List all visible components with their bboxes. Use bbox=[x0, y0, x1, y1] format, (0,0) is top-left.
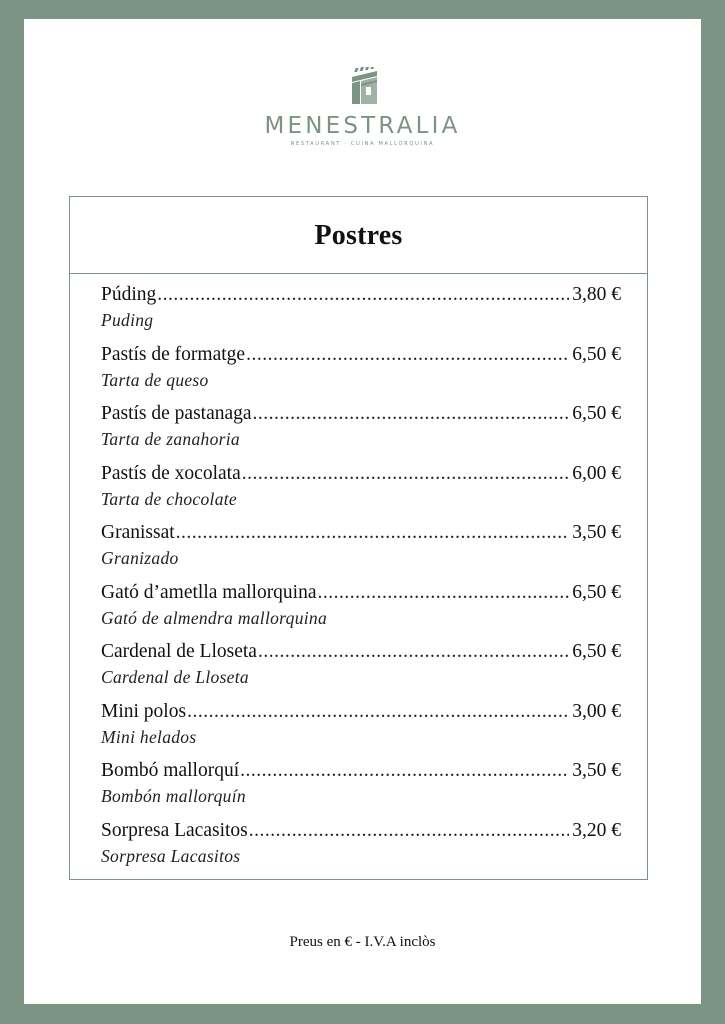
brand-tagline: RESTAURANT · CUINA MALLORQUINA bbox=[290, 141, 435, 147]
brand-name: MENESTRALIA bbox=[264, 113, 461, 139]
price-note: Preus en € - I.V.A inclòs bbox=[289, 934, 436, 950]
item-price: 6,50 € bbox=[572, 581, 621, 603]
item-price: 6,00 € bbox=[572, 462, 621, 484]
menu-item-list bbox=[101, 282, 621, 877]
item-name: Bombó mallorquí bbox=[101, 760, 240, 781]
dot-leader bbox=[240, 758, 569, 784]
dot-leader bbox=[242, 461, 570, 487]
item-subtitle: Cardenal de Lloseta bbox=[101, 667, 249, 687]
item-subtitle: Granizado bbox=[101, 548, 179, 568]
item-name: Gató d’ametlla mallorquina bbox=[101, 581, 317, 603]
item-subtitle: Puding bbox=[101, 310, 154, 330]
item-subtitle: Tarta de queso bbox=[101, 369, 209, 390]
item-subtitle: Tarta de chocolate bbox=[101, 488, 237, 509]
item-name: Granissat bbox=[101, 522, 175, 543]
menu-item bbox=[101, 461, 621, 521]
dot-leader bbox=[246, 342, 569, 368]
item-subtitle: Sorpresa Lacasitos bbox=[101, 845, 241, 866]
item-name: Pastís de pastanaga bbox=[101, 403, 252, 424]
item-name: Pastís de formatge bbox=[101, 343, 246, 365]
dessert-menu-card bbox=[69, 196, 648, 880]
dot-leader bbox=[249, 818, 570, 844]
item-price: 6,50 € bbox=[572, 403, 621, 424]
item-name: Sorpresa Lacasitos bbox=[101, 819, 248, 841]
menu-item bbox=[101, 520, 621, 580]
castle-tower-icon bbox=[343, 67, 383, 105]
item-subtitle: Mini helados bbox=[101, 726, 197, 747]
item-name: Mini polos bbox=[101, 700, 187, 722]
dot-leader bbox=[187, 699, 569, 725]
item-name: Cardenal de Lloseta bbox=[101, 641, 257, 662]
dot-leader bbox=[253, 401, 570, 427]
item-price: 3,50 € bbox=[572, 760, 621, 781]
item-price: 6,50 € bbox=[572, 343, 621, 365]
menu-item bbox=[101, 639, 621, 699]
item-price: 6,50 € bbox=[572, 641, 621, 662]
item-price: 3,50 € bbox=[572, 522, 621, 543]
menu-item bbox=[101, 818, 621, 878]
item-subtitle: Bombón mallorquín bbox=[101, 786, 246, 806]
menu-header bbox=[70, 197, 647, 274]
menu-title: Postres bbox=[314, 220, 403, 251]
menu-item bbox=[101, 699, 621, 759]
item-price: 3,80 € bbox=[572, 284, 621, 305]
dot-leader bbox=[176, 520, 570, 546]
menu-item bbox=[101, 342, 621, 402]
item-subtitle: Tarta de zanahoria bbox=[101, 429, 240, 449]
brand-logo bbox=[24, 67, 701, 148]
item-subtitle: Gató de almendra mallorquina bbox=[101, 607, 328, 628]
menu-item bbox=[101, 758, 621, 818]
dot-leader bbox=[258, 639, 569, 665]
menu-item bbox=[101, 282, 621, 342]
dot-leader bbox=[157, 282, 569, 308]
dot-leader bbox=[318, 580, 570, 606]
item-name: Púding bbox=[101, 284, 157, 305]
menu-page bbox=[24, 19, 701, 1004]
menu-item bbox=[101, 580, 621, 640]
item-name: Pastís de xocolata bbox=[101, 462, 241, 484]
menu-item bbox=[101, 401, 621, 461]
item-price: 3,20 € bbox=[572, 819, 621, 841]
item-price: 3,00 € bbox=[572, 700, 621, 722]
